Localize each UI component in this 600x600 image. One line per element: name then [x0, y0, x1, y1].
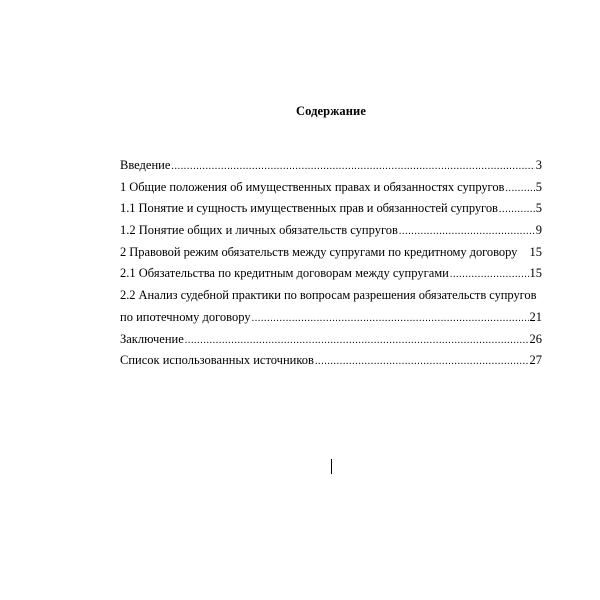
toc-dot-leader: [505, 178, 534, 200]
toc-entry-label: 2.1 Обязательства по кредитным договорам между супругами: [120, 266, 449, 281]
toc-page-number: 27: [529, 353, 542, 368]
toc-dot-leader: [185, 330, 529, 352]
toc-entry-chapter-2[interactable]: [120, 242, 542, 264]
toc-dot-leader: [252, 308, 529, 330]
toc-dot-leader: [171, 156, 534, 178]
toc-entry-label: Список использованных источников: [120, 353, 314, 368]
toc-page-number: 26: [529, 331, 542, 346]
toc-entry-label: 1 Общие положения об имущественных правах и обязанностях супругов: [120, 179, 505, 194]
toc-dot-leader: [399, 221, 535, 243]
toc-page-number: 9: [535, 223, 542, 238]
toc-entry-section-1-2[interactable]: [120, 220, 542, 242]
toc-dot-leader: [315, 351, 529, 373]
toc-page-number: 15: [529, 244, 542, 259]
toc-page-number: 15: [529, 266, 542, 281]
toc-entry-label-continued: по ипотечному договору: [120, 309, 251, 324]
table-of-contents: [120, 155, 542, 372]
toc-entry-section-2-2-line-1[interactable]: [120, 285, 542, 307]
toc-page-number: 3: [535, 158, 542, 172]
toc-entry-chapter-1[interactable]: [120, 177, 542, 199]
toc-entry-section-2-2-line-2[interactable]: [120, 307, 542, 329]
toc-entry-label: 2.2 Анализ судебной практики по вопросам разрешения обязательств супругов: [120, 288, 537, 303]
toc-page-number: 21: [529, 309, 542, 324]
toc-entry-references[interactable]: [120, 350, 542, 372]
toc-entry-section-2-1[interactable]: [120, 263, 542, 285]
toc-page-number: 5: [535, 179, 542, 194]
text-cursor: [331, 459, 332, 474]
toc-page-number: 5: [535, 201, 542, 216]
page-title: Содержание: [295, 104, 366, 118]
toc-dot-leader: [499, 199, 535, 221]
toc-entry-label: 1.1 Понятие и сущность имущественных прав и обязанностей супругов: [120, 201, 498, 216]
toc-entry-label: Заключение: [120, 331, 184, 346]
toc-entry-label: 1.2 Понятие общих и личных обязательств супругов: [120, 223, 398, 238]
toc-entry-label: Введение: [120, 158, 171, 172]
toc-entry-section-1-1[interactable]: [120, 198, 542, 220]
toc-dot-leader: [450, 264, 529, 286]
toc-entry-introduction[interactable]: [120, 155, 542, 177]
toc-entry-conclusion[interactable]: [120, 329, 542, 351]
toc-entry-label: 2 Правовой режим обязательств между супругами по кредитному договору: [120, 244, 518, 259]
